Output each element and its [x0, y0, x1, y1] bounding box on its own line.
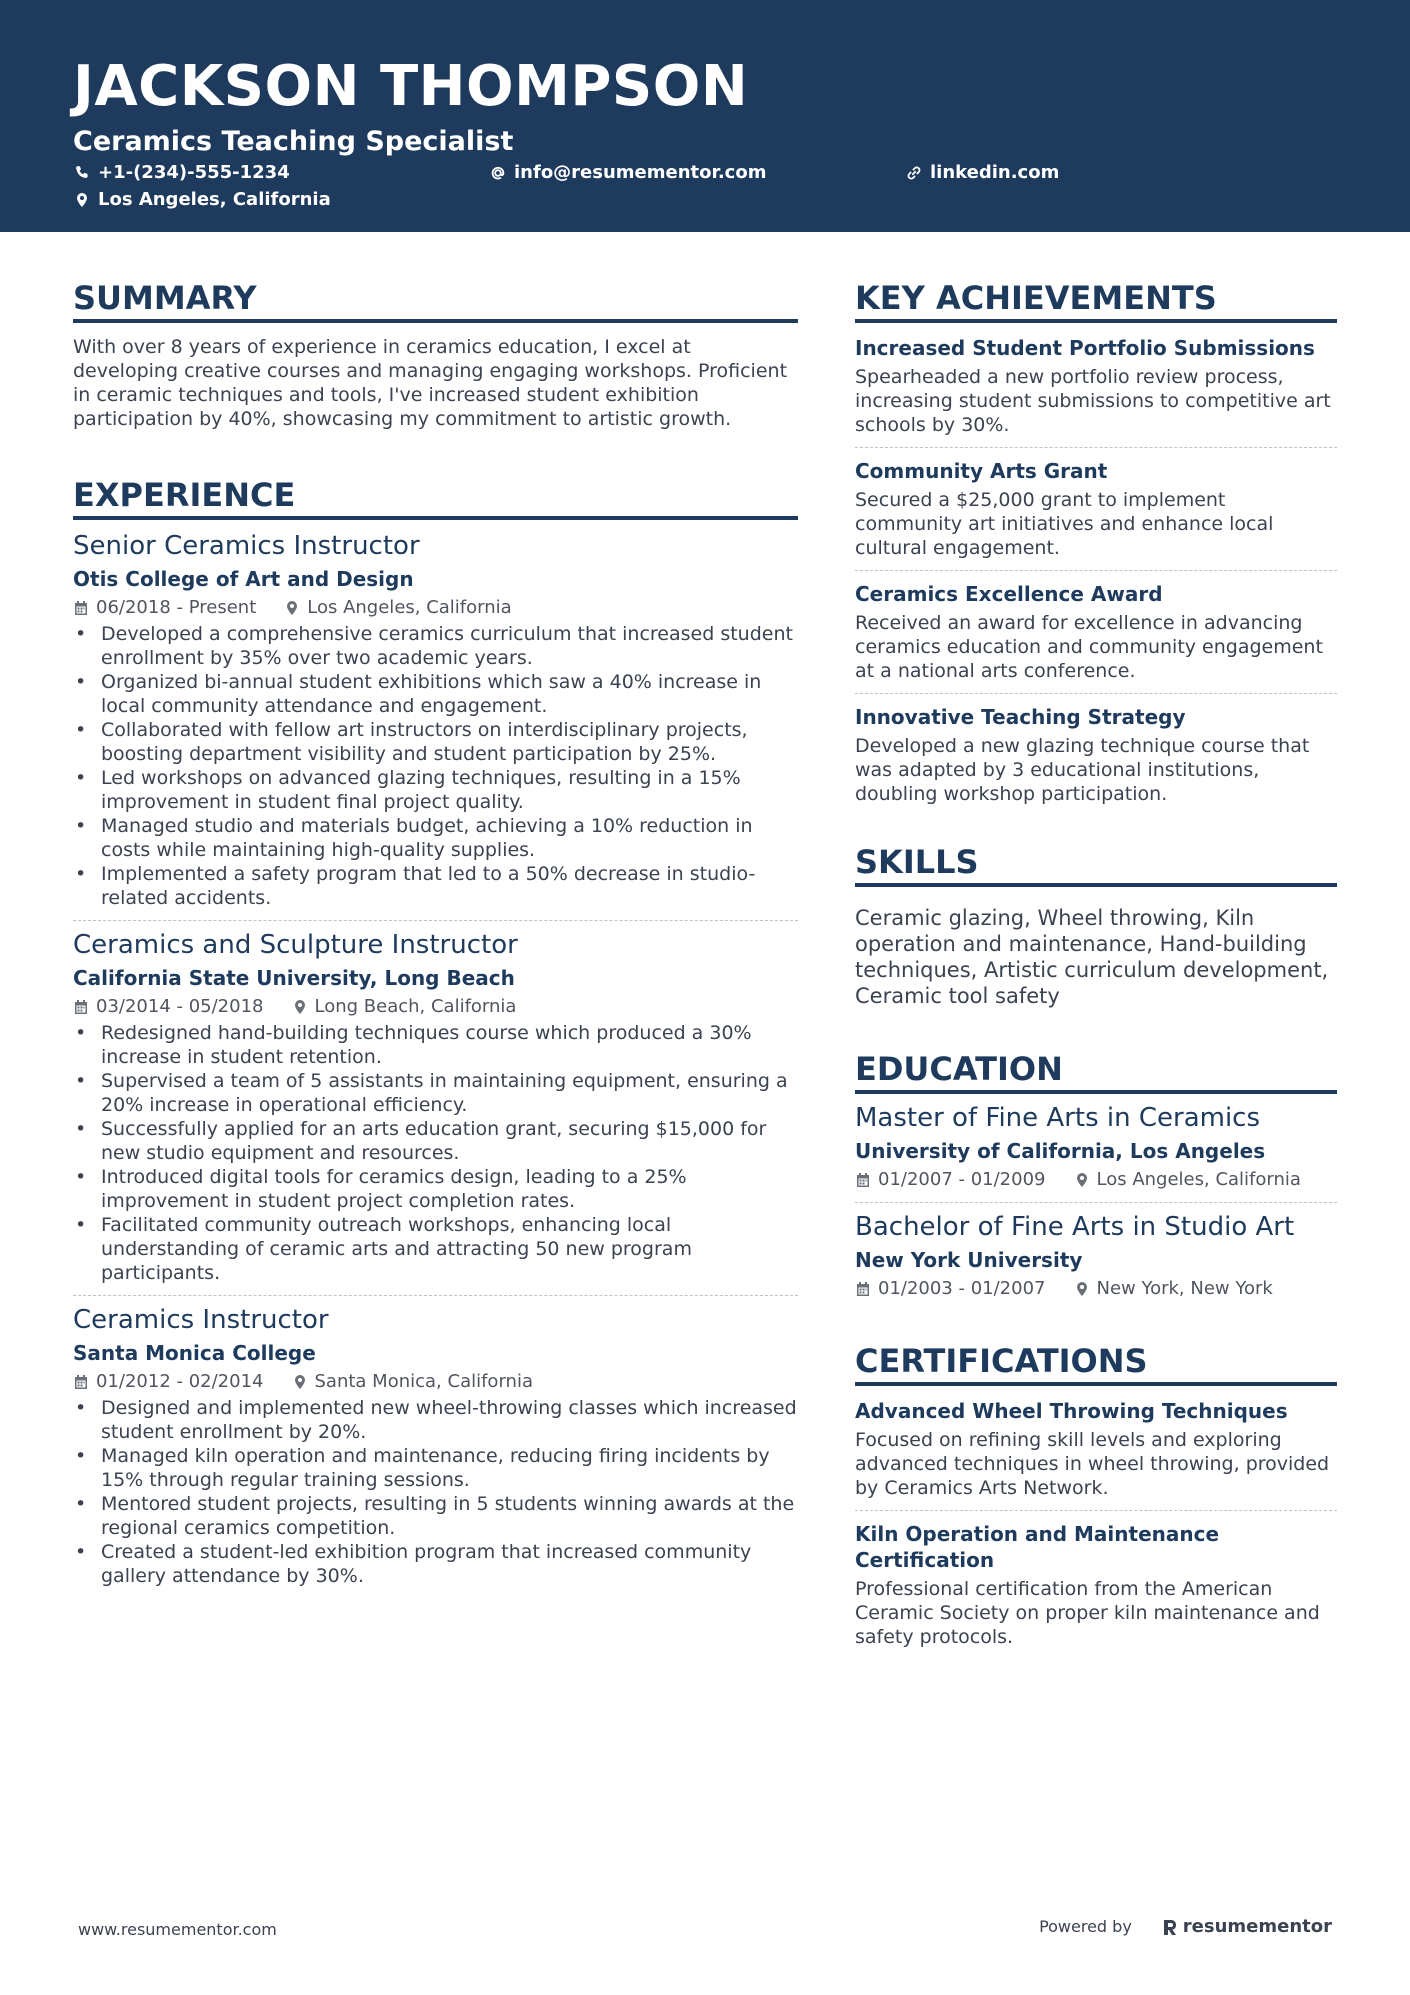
- job-title: Ceramics Instructor: [73, 1305, 329, 1335]
- job-bullet: • Managed studio and materials budget, achieving a 10% reduction in costs while maintaining high-quality supplies.: [73, 814, 798, 862]
- linkedin-link[interactable]: linkedin.com: [930, 162, 1060, 183]
- job-bullet: • Led workshops on advanced glazing techniques, resulting in a 15% improvement in student final project quality.: [73, 766, 798, 814]
- education-meta: [855, 1277, 1337, 1301]
- job-entry: [73, 530, 798, 910]
- location-pin-icon: [292, 1374, 308, 1390]
- job-title: Senior Ceramics Instructor: [73, 531, 420, 561]
- company-name: Otis College of Art and Design: [73, 567, 414, 591]
- job-location-text: Los Angeles, California: [307, 597, 512, 618]
- job-bullets: [73, 622, 798, 910]
- resumementor-logo-icon: [1162, 1918, 1178, 1936]
- skills-list: Ceramic glazing, Wheel throwing, Kiln operation and maintenance, Hand-building techniques, Artistic curriculum development, Ceramic tool safety: [855, 906, 1329, 1008]
- education-section: [855, 1049, 1337, 1301]
- school-name: New York University: [855, 1248, 1083, 1272]
- divider: [855, 693, 1337, 694]
- divider: [855, 1202, 1337, 1203]
- brand-logo[interactable]: [1162, 1916, 1332, 1937]
- job-location: [292, 1370, 533, 1394]
- job-bullet: • Organized bi-annual student exhibitions which saw a 40% increase in local community attendance and engagement.: [73, 670, 798, 718]
- job-dates-text: 03/2014 - 05/2018: [96, 996, 264, 1017]
- contact-location: [74, 189, 331, 211]
- achievement-description: Developed a new glazing technique course that was adapted by 3 educational institutions, doubling workshop participation.: [855, 735, 1310, 805]
- candidate-headline: Ceramics Teaching Specialist: [73, 126, 514, 157]
- job-bullet: • Implemented a safety program that led to a 50% decrease in studio-related accidents.: [73, 862, 798, 910]
- education-dates-text: 01/2003 - 01/2007: [878, 1278, 1046, 1299]
- footer-branding: [1039, 1916, 1332, 1937]
- powered-by-text: Powered by: [1039, 1917, 1132, 1936]
- skills-heading: SKILLS: [855, 842, 1337, 887]
- achievement-title: Community Arts Grant: [855, 459, 1108, 483]
- education-dates: [855, 1277, 1046, 1301]
- experience-heading: EXPERIENCE: [73, 475, 798, 520]
- job-location: [292, 995, 517, 1019]
- calendar-icon: [73, 1374, 89, 1390]
- location-text: Los Angeles, California: [98, 189, 331, 210]
- job-location: [284, 596, 511, 620]
- left-column: [73, 278, 798, 1588]
- location-pin-icon: [284, 600, 300, 616]
- skills-section: [855, 842, 1337, 1009]
- contact-phone: [74, 162, 290, 184]
- job-bullet: • Developed a comprehensive ceramics curriculum that increased student enrollment by 35% over two academic years.: [73, 622, 798, 670]
- summary-text: With over 8 years of experience in ceramics education, I excel at developing creative courses and managing engaging workshops. Proficient in ceramic techniques and tools, I've increased student exhibition participation by 40%, showcasing my commitment to artistic growth.: [73, 336, 788, 430]
- divider: [855, 1510, 1337, 1511]
- job-title: Ceramics and Sculpture Instructor: [73, 930, 518, 960]
- footer-website-link[interactable]: www.resumementor.com: [78, 1920, 277, 1939]
- job-location-text: Santa Monica, California: [314, 1371, 533, 1392]
- education-meta: [855, 1168, 1337, 1192]
- job-bullet: • Redesigned hand-building techniques course which produced a 30% increase in student retention.: [73, 1021, 798, 1069]
- achievement-description: Spearheaded a new portfolio review process, increasing student submissions to competitive art schools by 30%.: [855, 366, 1331, 436]
- phone-text: +1-(234)-555-1234: [98, 162, 290, 183]
- contact-email[interactable]: [490, 162, 766, 184]
- job-bullets: [73, 1396, 798, 1588]
- job-bullet: • Introduced digital tools for ceramics design, leading to a 25% improvement in student project completion rates.: [73, 1165, 798, 1213]
- calendar-icon: [855, 1281, 871, 1297]
- experience-section: [73, 475, 798, 1588]
- achievement-item: [855, 458, 1337, 560]
- location-pin-icon: [74, 192, 90, 208]
- job-dates-text: 01/2012 - 02/2014: [96, 1371, 264, 1392]
- job-location-text: Long Beach, California: [314, 996, 517, 1017]
- certification-item: [855, 1521, 1337, 1649]
- job-meta: [73, 995, 798, 1019]
- candidate-name: JACKSON THOMPSON: [73, 54, 749, 119]
- company-name: Santa Monica College: [73, 1341, 316, 1365]
- calendar-icon: [855, 1172, 871, 1188]
- divider: [855, 570, 1337, 571]
- certification-description: Focused on refining skill levels and exploring advanced techniques in wheel throwing, provided by Ceramics Arts Network.: [855, 1429, 1330, 1499]
- achievement-title: Increased Student Portfolio Submissions: [855, 336, 1315, 360]
- education-dates-text: 01/2007 - 01/2009: [878, 1169, 1046, 1190]
- job-bullets: [73, 1021, 798, 1285]
- degree-title: Bachelor of Fine Arts in Studio Art: [855, 1212, 1295, 1242]
- certification-title: Kiln Operation and Maintenance Certification: [855, 1522, 1220, 1572]
- education-heading: EDUCATION: [855, 1049, 1337, 1094]
- job-dates: [73, 995, 264, 1019]
- job-dates: [73, 1370, 264, 1394]
- at-icon: [490, 165, 506, 181]
- calendar-icon: [73, 600, 89, 616]
- achievement-title: Ceramics Excellence Award: [855, 582, 1163, 606]
- achievement-description: Secured a $25,000 grant to implement community art initiatives and enhance local cultural engagement.: [855, 489, 1274, 559]
- job-bullet: • Supervised a team of 5 assistants in maintaining equipment, ensuring a 20% increase in operational efficiency.: [73, 1069, 798, 1117]
- right-column: [855, 278, 1337, 1649]
- certifications-heading: CERTIFICATIONS: [855, 1341, 1337, 1386]
- achievement-item: [855, 704, 1337, 806]
- calendar-icon: [73, 999, 89, 1015]
- divider: [73, 1295, 798, 1296]
- education-item: [855, 1211, 1337, 1301]
- certification-title: Advanced Wheel Throwing Techniques: [855, 1399, 1288, 1423]
- job-entry: [73, 929, 798, 1285]
- job-entry: [73, 1304, 798, 1588]
- job-bullet: • Collaborated with fellow art instructors on interdisciplinary projects, boosting department visibility and student participation by 25%.: [73, 718, 798, 766]
- resume-header: [0, 0, 1410, 232]
- degree-title: Master of Fine Arts in Ceramics: [855, 1103, 1261, 1133]
- summary-section: [73, 278, 798, 431]
- link-icon: [906, 165, 922, 181]
- school-name: University of California, Los Angeles: [855, 1139, 1266, 1163]
- job-dates-text: 06/2018 - Present: [96, 597, 257, 618]
- education-location: [1074, 1277, 1273, 1301]
- phone-icon: [74, 165, 90, 181]
- location-pin-icon: [1074, 1172, 1090, 1188]
- location-pin-icon: [1074, 1281, 1090, 1297]
- brand-name: resumementor: [1182, 1916, 1332, 1937]
- achievement-title: Innovative Teaching Strategy: [855, 705, 1186, 729]
- job-bullet: • Managed kiln operation and maintenance, reducing firing incidents by 15% through regular training sessions.: [73, 1444, 798, 1492]
- divider: [73, 920, 798, 921]
- certification-description: Professional certification from the American Ceramic Society on proper kiln maintenance and safety protocols.: [855, 1578, 1320, 1648]
- summary-heading: SUMMARY: [73, 278, 798, 323]
- certification-item: [855, 1398, 1337, 1500]
- achievements-heading: KEY ACHIEVEMENTS: [855, 278, 1337, 323]
- education-item: [855, 1102, 1337, 1192]
- achievement-description: Received an award for excellence in advancing ceramics education and community engagement at a national arts conference.: [855, 612, 1323, 682]
- job-dates: [73, 596, 256, 620]
- education-location-text: Los Angeles, California: [1096, 1169, 1301, 1190]
- job-bullet: • Created a student-led exhibition program that increased community gallery attendance by 30%.: [73, 1540, 798, 1588]
- job-bullet: • Successfully applied for an arts education grant, securing $15,000 for new studio equipment and resources.: [73, 1117, 798, 1165]
- job-bullet: • Mentored student projects, resulting in 5 students winning awards at the regional ceramics competition.: [73, 1492, 798, 1540]
- company-name: California State University, Long Beach: [73, 966, 515, 990]
- job-bullet: • Facilitated community outreach workshops, enhancing local understanding of ceramic arts and attracting 50 new program participants.: [73, 1213, 798, 1285]
- achievement-item: [855, 335, 1337, 437]
- education-location: [1074, 1168, 1301, 1192]
- job-bullet: • Designed and implemented new wheel-throwing classes which increased student enrollment by 20%.: [73, 1396, 798, 1444]
- location-pin-icon: [292, 999, 308, 1015]
- certifications-section: [855, 1341, 1337, 1649]
- achievement-item: [855, 581, 1337, 683]
- contact-linkedin[interactable]: [906, 162, 1059, 184]
- email-link[interactable]: info@resumementor.com: [514, 162, 767, 183]
- achievements-section: [855, 278, 1337, 806]
- education-dates: [855, 1168, 1046, 1192]
- job-meta: [73, 596, 798, 620]
- education-location-text: New York, New York: [1096, 1278, 1273, 1299]
- job-meta: [73, 1370, 798, 1394]
- divider: [855, 447, 1337, 448]
